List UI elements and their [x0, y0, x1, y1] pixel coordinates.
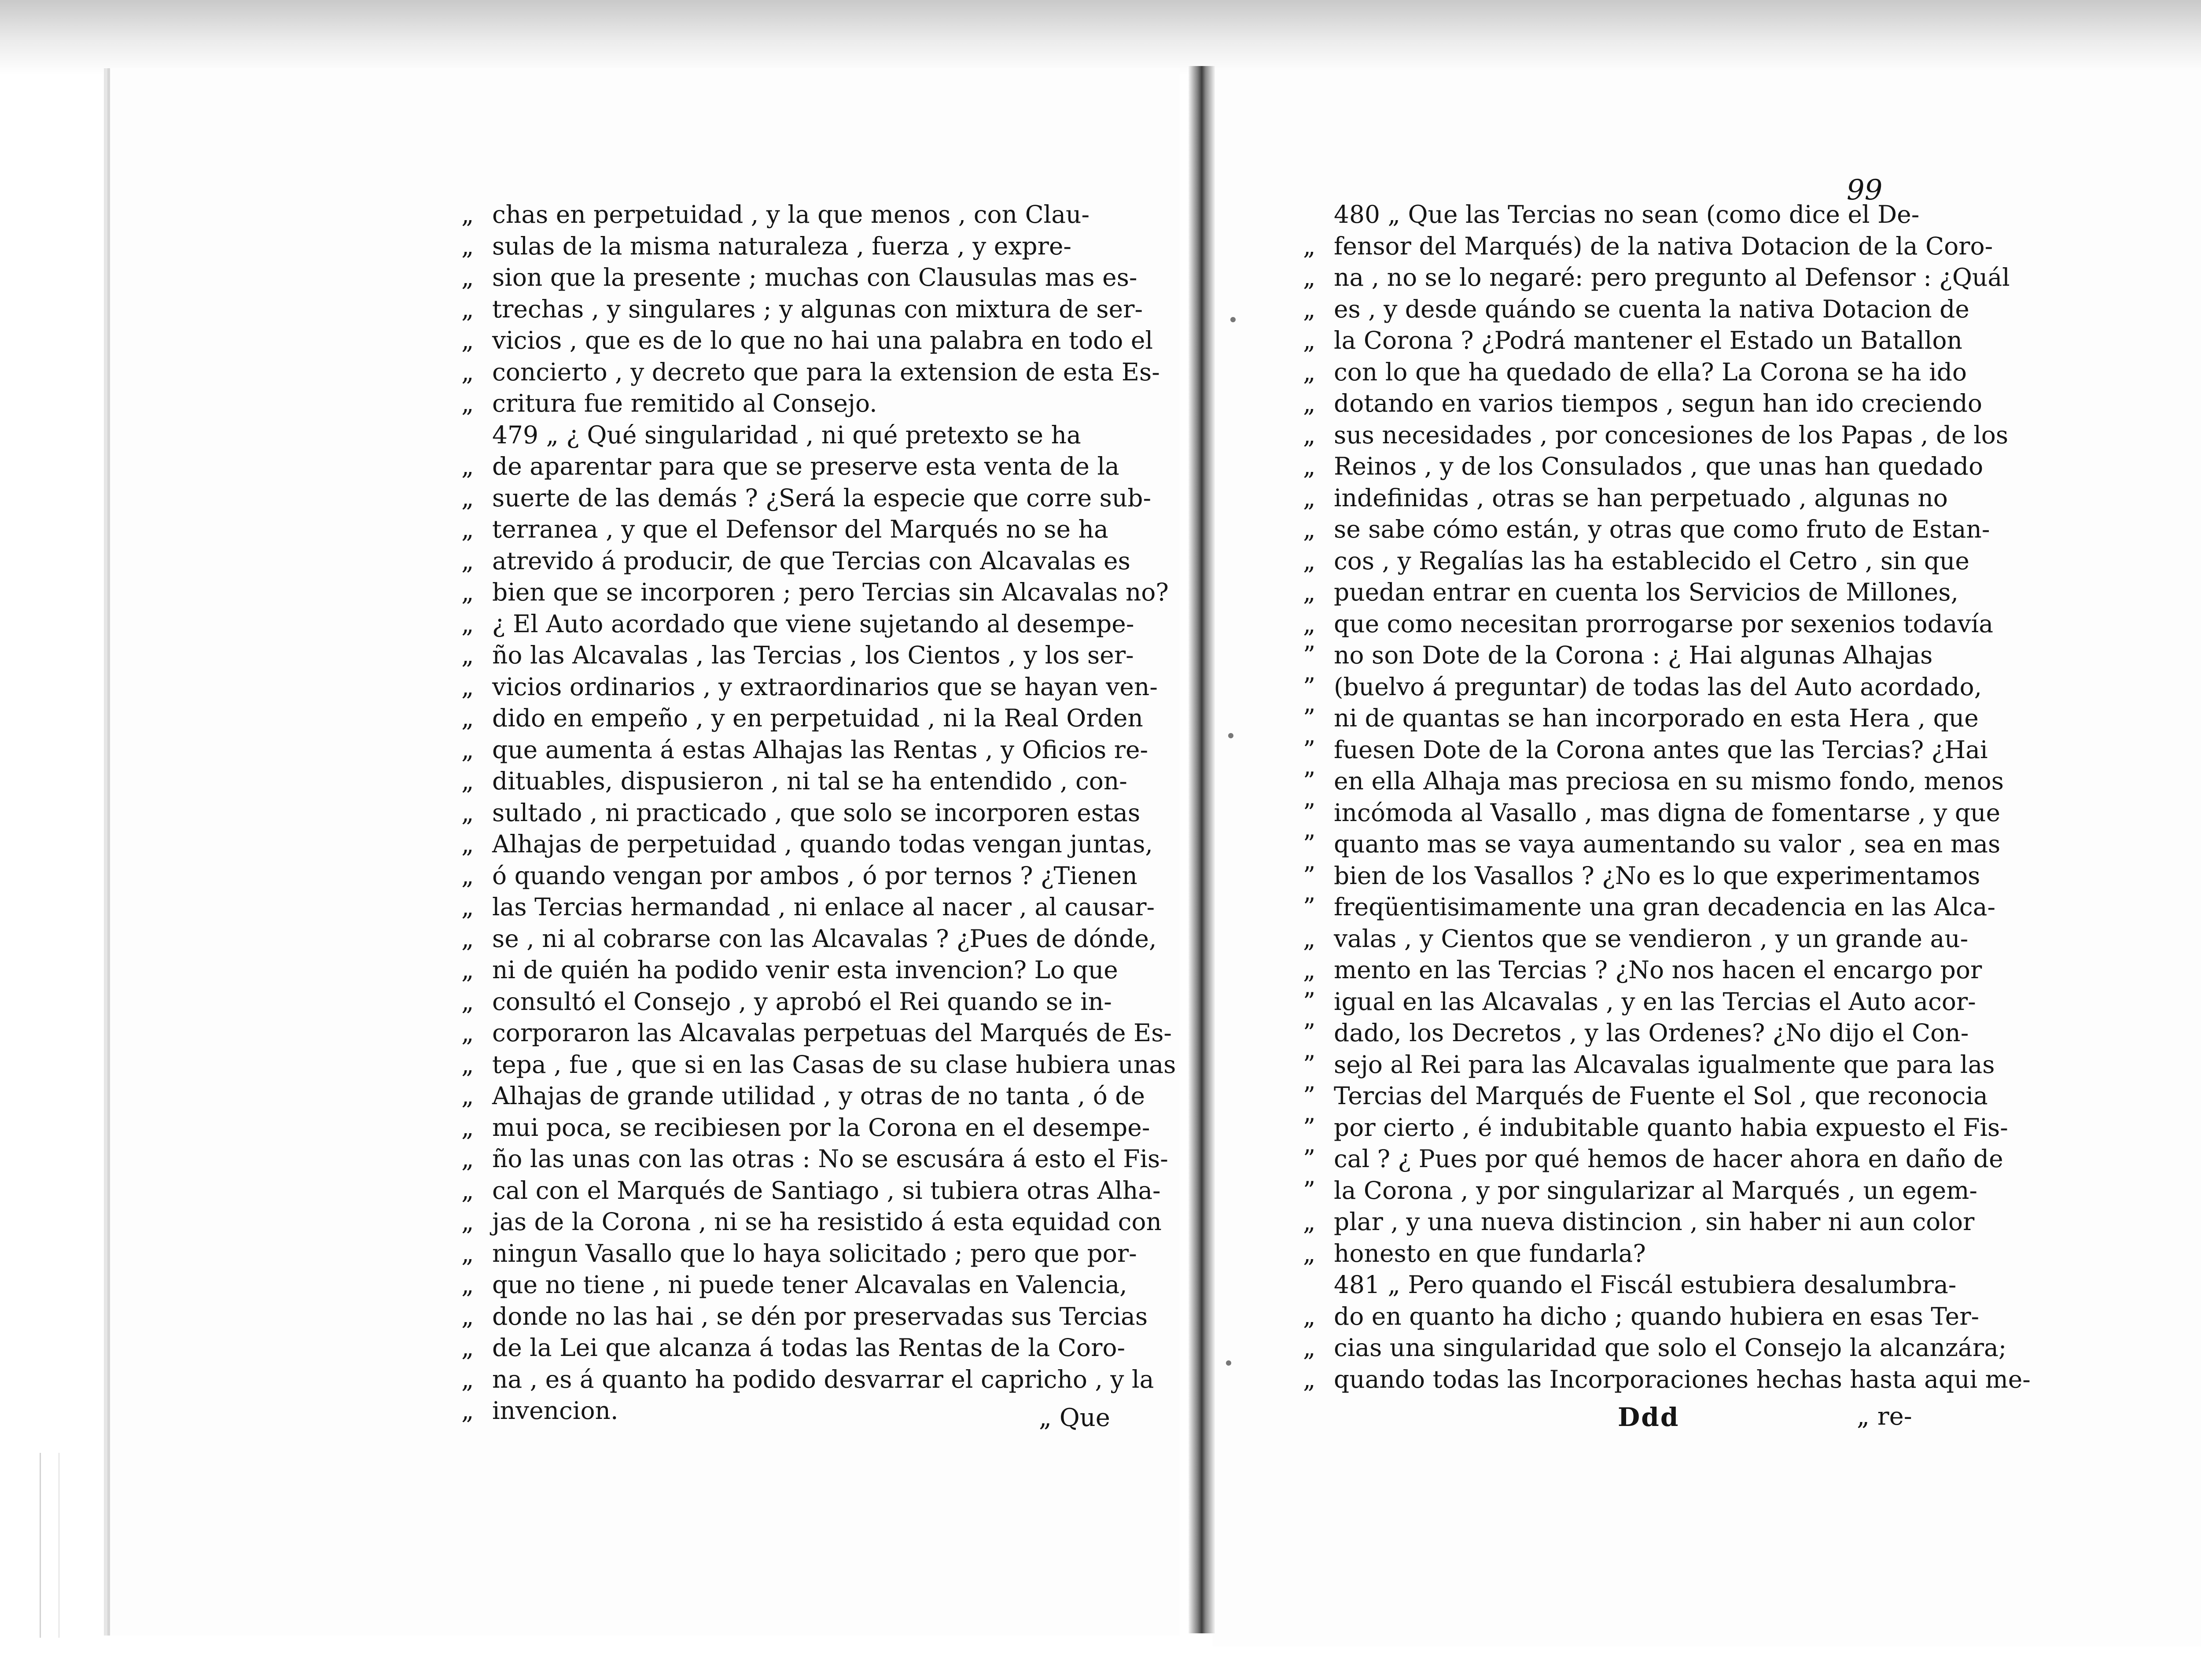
text-line	[1303, 892, 1996, 923]
line-text: bien que se incorporen ; pero Tercias sin Alcavalas no?	[492, 578, 1169, 606]
quote-mark: „	[1303, 452, 1316, 480]
text-line	[1303, 545, 1969, 577]
line-text: sejo al Rei para las Alcavalas igualmente que para las	[1334, 1050, 1995, 1079]
text-line	[461, 860, 1137, 892]
line-text: 479 „ ¿ Qué singularidad , ni qué pretexto se ha	[492, 420, 1081, 449]
quote-mark: ”	[1303, 798, 1316, 827]
text-line	[1303, 1332, 2007, 1364]
text-line	[1303, 357, 1967, 388]
line-text: Alhajas de grande utilidad , y otras de no tanta , ó de	[492, 1082, 1145, 1110]
quote-mark: ”	[1303, 987, 1316, 1016]
quote-mark: ”	[1303, 1176, 1316, 1205]
line-text: cal ? ¿ Pues por qué hemos de hacer ahora en daño de	[1334, 1145, 2003, 1173]
text-line	[1303, 797, 2001, 829]
line-text: sultado , ni practicado , que solo se incorporen estas	[492, 798, 1141, 827]
quote-mark: ”	[1303, 641, 1316, 669]
quote-mark: ”	[1303, 893, 1316, 921]
line-text: cos , y Regalías las ha establecido el Cetro , sin que	[1334, 546, 1969, 575]
quote-mark: „	[1303, 483, 1316, 512]
line-text: trechas , y singulares ; y algunas con mixtura de ser-	[492, 295, 1143, 323]
line-text: dotando en varios tiempos , segun han ido creciendo	[1334, 389, 1982, 417]
line-text: es , y desde quándo se cuenta la nativa Dotacion de	[1334, 295, 1969, 323]
line-text: tepa , fue , que si en las Casas de su clase hubiera unas	[492, 1050, 1176, 1079]
quote-mark: „	[461, 609, 474, 638]
quote-mark: „	[1303, 295, 1316, 323]
quote-mark: „	[1303, 956, 1316, 984]
quote-mark: „	[1303, 232, 1316, 260]
line-text: Tercias del Marqués de Fuente el Sol , que reconocia	[1334, 1082, 1988, 1110]
text-line	[461, 734, 1148, 766]
text-line	[1303, 325, 1962, 357]
quote-mark: „	[1303, 263, 1316, 291]
line-text: freqüentisimamente una gran decadencia en las Alca-	[1334, 893, 1996, 921]
text-line	[1303, 514, 1990, 545]
line-text: no son Dote de la Corona : ¿ Hai algunas Alhajas	[1334, 641, 1933, 669]
line-text: de aparentar para que se preserve esta venta de la	[492, 452, 1119, 480]
text-line	[1303, 640, 1933, 671]
text-line	[1303, 262, 2010, 294]
quote-mark: „	[461, 1271, 474, 1299]
right-catchword: „ re-	[1857, 1402, 1912, 1431]
text-line	[1303, 703, 1979, 734]
line-text: la Corona ? ¿Podrá mantener el Estado un Batallon	[1334, 326, 1962, 354]
quote-mark: „	[461, 389, 474, 417]
stray-mark	[1230, 317, 1236, 322]
line-text: dido en empeño , y en perpetuidad , ni la Real Orden	[492, 704, 1143, 732]
quote-mark: „	[1303, 1365, 1316, 1393]
line-text: chas en perpetuidad , y la que menos , con Clau-	[492, 200, 1090, 228]
quote-mark: „	[1303, 357, 1316, 386]
line-text: ¿ El Auto acordado que viene sujetando al desempe-	[492, 609, 1134, 638]
line-text: na , no se lo negaré: pero pregunto al Defensor : ¿Quál	[1334, 263, 2010, 291]
quote-mark: „	[461, 956, 474, 984]
quote-mark: „	[461, 232, 474, 260]
quote-mark: „	[461, 1050, 474, 1079]
quote-mark: ”	[1303, 672, 1316, 701]
text-line	[461, 703, 1143, 734]
text-line	[461, 388, 1086, 420]
quote-mark: „	[461, 452, 474, 480]
text-line	[461, 1364, 1154, 1396]
line-text: sus necesidades , por concesiones de los Papas , de los	[1334, 420, 2009, 449]
line-text: corporaron las Alcavalas perpetuas del Marqués de Es-	[492, 1019, 1172, 1047]
page-number: 99	[1847, 174, 1883, 206]
stray-mark	[1228, 733, 1233, 738]
line-text: sion que la presente ; muchas con Clausulas mas es-	[492, 263, 1137, 291]
quote-mark: „	[1303, 1302, 1316, 1330]
line-text: invencion.	[492, 1396, 618, 1425]
quote-mark: „	[461, 1082, 474, 1110]
text-line	[461, 1301, 1148, 1333]
text-line	[1303, 1049, 1995, 1081]
text-line	[461, 797, 1141, 829]
line-text: la Corona , y por singularizar al Marqués , un egem-	[1334, 1176, 1977, 1205]
text-line	[1303, 671, 1982, 703]
quote-mark: ”	[1303, 735, 1316, 764]
quote-mark: „	[461, 1302, 474, 1330]
text-line	[1303, 608, 1994, 640]
line-text: incómoda al Vasallo , mas digna de fomentarse , y que	[1334, 798, 2001, 827]
quote-mark: „	[461, 672, 474, 701]
quote-mark: „	[1303, 326, 1316, 354]
line-text: indefinidas , otras se han perpetuado , algunas no	[1334, 483, 1948, 512]
text-line	[461, 451, 1119, 483]
line-text: se sabe cómo están, y otras que como fruto de Estan-	[1334, 515, 1990, 543]
quote-mark: ”	[1303, 830, 1316, 858]
line-text: ó quando vengan por ambos , ó por ternos ? ¿Tienen	[492, 861, 1137, 890]
text-line	[461, 325, 1153, 357]
stacked-page-edges	[40, 1453, 59, 1638]
line-text: jas de la Corona , ni se ha resistido á esta equidad con	[492, 1208, 1162, 1236]
text-line	[1303, 1143, 2003, 1175]
quote-mark: „	[1303, 1239, 1316, 1267]
line-text: critura fue remitido al Consejo.	[492, 389, 877, 417]
line-text: 481 „ Pero quando el Fiscál estubiera desalumbra-	[1334, 1271, 1957, 1299]
text-line	[1303, 860, 1980, 892]
text-line	[1303, 734, 1988, 766]
line-text: Alhajas de perpetuidad , quando todas vengan juntas,	[492, 830, 1153, 858]
text-line	[1303, 986, 1976, 1018]
line-text: dado, los Decretos , y las Ordenes? ¿No dijo el Con-	[1334, 1019, 1969, 1047]
text-line	[461, 577, 1169, 608]
quote-mark: „	[461, 1113, 474, 1142]
line-text: que como necesitan prorrogarse por sexenios todavía	[1334, 609, 1994, 638]
left-page-text	[461, 199, 1176, 1427]
text-line	[461, 608, 1134, 640]
line-text: na , es á quanto ha podido desvarrar el capricho , y la	[492, 1365, 1154, 1393]
line-text: concierto , y decreto que para la extension de esta Es-	[492, 357, 1160, 386]
quote-mark: „	[461, 326, 474, 354]
line-text: ño las Alcavalas , las Tercias , los Cientos , y los ser-	[492, 641, 1134, 669]
line-text: cal con el Marqués de Santiago , si tubiera otras Alha-	[492, 1176, 1161, 1205]
quote-mark: „	[461, 704, 474, 732]
line-text: por cierto , é indubitable quanto habia expuesto el Fis-	[1334, 1113, 2008, 1142]
line-text: donde no las hai , se dén por preservadas sus Tercias	[492, 1302, 1148, 1330]
quote-mark: „	[1303, 389, 1316, 417]
line-text: quando todas las Incorporaciones hechas hasta aqui me-	[1334, 1365, 2031, 1393]
text-line	[461, 986, 1112, 1018]
text-line	[1303, 1017, 1969, 1049]
quote-mark: „	[1303, 546, 1316, 575]
quote-mark: „	[461, 1365, 474, 1393]
text-line	[461, 829, 1153, 860]
quote-mark: ”	[1303, 861, 1316, 890]
text-line	[461, 231, 1086, 262]
line-text: bien de los Vasallos ? ¿No es lo que experimentamos	[1334, 861, 1980, 890]
text-line	[461, 545, 1130, 577]
text-line	[461, 1017, 1172, 1049]
text-line	[461, 262, 1137, 294]
text-line	[461, 483, 1152, 514]
text-line	[461, 1238, 1137, 1270]
quote-mark: „	[461, 546, 474, 575]
line-text: que no tiene , ni puede tener Alcavalas en Valencia,	[492, 1271, 1127, 1299]
quote-mark: „	[461, 357, 474, 386]
scanner-shadow	[0, 0, 2201, 75]
text-line	[1303, 1301, 1980, 1333]
quote-mark: „	[461, 735, 474, 764]
text-line	[1303, 199, 1920, 231]
line-text: plar , y una nueva distincion , sin haber ni aun color	[1334, 1208, 1975, 1236]
quote-mark: „	[461, 798, 474, 827]
line-text: mui poca, se recibiesen por la Corona en el desempe-	[492, 1113, 1150, 1142]
quote-mark: „	[1303, 924, 1316, 953]
text-line	[1303, 1206, 1975, 1238]
text-line	[1303, 923, 1969, 955]
quote-mark: ”	[1303, 1145, 1316, 1173]
text-line	[461, 923, 1157, 955]
line-text: ño las unas con las otras : No se escusára á esto el Fis-	[492, 1145, 1168, 1173]
text-line	[461, 1269, 1127, 1301]
line-text: se , ni al cobrarse con las Alcavalas ? ¿Pues de dónde,	[492, 924, 1157, 953]
line-text: las Tercias hermandad , ni enlace al nacer , al causar-	[492, 893, 1155, 921]
text-line	[461, 892, 1155, 923]
quote-mark: „	[461, 1239, 474, 1267]
quote-mark: „	[461, 1396, 474, 1425]
quote-mark: „	[461, 830, 474, 858]
text-line	[1303, 829, 2001, 860]
line-text: atrevido á producir, de que Tercias con Alcavalas es	[492, 546, 1130, 575]
line-text: (buelvo á preguntar) de todas las del Auto acordado,	[1334, 672, 1982, 701]
quote-mark: „	[1303, 609, 1316, 638]
text-line	[461, 766, 1127, 797]
text-line	[1303, 1364, 2031, 1396]
text-line	[1303, 577, 1958, 608]
text-line	[461, 420, 1086, 451]
line-text: 480 „ Que las Tercias no sean (como dice el De-	[1334, 200, 1920, 228]
text-line	[1303, 1080, 1988, 1112]
text-line	[461, 954, 1118, 986]
quote-mark: „	[461, 200, 474, 228]
line-text: de la Lei que alcanza á todas las Rentas de la Coro-	[492, 1334, 1126, 1362]
text-line	[1303, 1175, 1977, 1207]
quote-mark: „	[461, 295, 474, 323]
line-text: vicios , que es de lo que no hai una palabra en todo el	[492, 326, 1153, 354]
line-text: ni de quantas se han incorporado en esta Hera , que	[1334, 704, 1979, 732]
text-line	[461, 1332, 1126, 1364]
text-line	[461, 199, 1090, 231]
signature-mark: Ddd	[1618, 1402, 1680, 1432]
line-text: mento en las Tercias ? ¿No nos hacen el encargo por	[1334, 956, 1982, 984]
line-text: honesto en que fundarla?	[1334, 1239, 1646, 1267]
line-text: puedan entrar en cuenta los Servicios de Millones,	[1334, 578, 1958, 606]
text-line	[461, 640, 1134, 671]
text-line	[461, 1080, 1145, 1112]
text-line	[1303, 231, 1993, 262]
line-text: vicios ordinarios , y extraordinarios que se hayan ven-	[492, 672, 1158, 701]
text-line	[461, 1049, 1176, 1081]
quote-mark: „	[461, 767, 474, 795]
line-text: consultó el Consejo , y aprobó el Rei quando se in-	[492, 987, 1112, 1016]
line-text: con lo que ha quedado de ella? La Corona se ha ido	[1334, 357, 1967, 386]
quote-mark: ”	[1303, 1019, 1316, 1047]
quote-mark: „	[461, 1019, 474, 1047]
line-text: igual en las Alcavalas , y en las Tercias el Auto acor-	[1334, 987, 1976, 1016]
quote-mark: „	[461, 893, 474, 921]
book-gutter	[1189, 66, 1215, 1633]
quote-mark: „	[461, 861, 474, 890]
quote-mark: ”	[1303, 704, 1316, 732]
line-text: ningun Vasallo que lo haya solicitado ; pero que por-	[492, 1239, 1137, 1267]
left-catchword: „ Que	[1039, 1404, 1110, 1432]
quote-mark: „	[461, 515, 474, 543]
text-line	[1303, 388, 1982, 420]
text-line	[461, 1143, 1168, 1175]
right-page-text	[1303, 199, 2031, 1395]
quote-mark: „	[461, 578, 474, 606]
text-line	[461, 514, 1108, 545]
line-text: dituables, dispusieron , ni tal se ha entendido , con-	[492, 767, 1127, 795]
text-line	[1303, 451, 1984, 483]
text-line	[1303, 954, 1982, 986]
quote-mark: „	[461, 987, 474, 1016]
text-line	[461, 1206, 1162, 1238]
line-text: do en quanto ha dicho ; quando hubiera en esas Ter-	[1334, 1302, 1980, 1330]
quote-mark: „	[1303, 1334, 1316, 1362]
line-text: valas , y Cientos que se vendieron , y un grande au-	[1334, 924, 1969, 953]
line-text: suerte de las demás ? ¿Será la especie que corre sub-	[492, 483, 1152, 512]
quote-mark: „	[1303, 1208, 1316, 1236]
stray-mark	[1226, 1360, 1231, 1366]
text-line	[1303, 420, 2009, 451]
quote-mark: „	[1303, 578, 1316, 606]
line-text: fuesen Dote de la Corona antes que las Tercias? ¿Hai	[1334, 735, 1988, 764]
text-line	[461, 671, 1158, 703]
quote-mark: „	[461, 641, 474, 669]
quote-mark: „	[461, 1145, 474, 1173]
text-line	[461, 357, 1160, 388]
text-line	[1303, 483, 1948, 514]
line-text: Reinos , y de los Consulados , que unas han quedado	[1334, 452, 1984, 480]
quote-mark: ”	[1303, 1050, 1316, 1079]
text-line	[461, 1395, 1086, 1427]
quote-mark: „	[461, 1176, 474, 1205]
quote-mark: ”	[1303, 1113, 1316, 1142]
line-text: fensor del Marqués) de la nativa Dotacion de la Coro-	[1334, 232, 1993, 260]
quote-mark: „	[1303, 515, 1316, 543]
line-text: sulas de la misma naturaleza , fuerza , y expre-	[492, 232, 1071, 260]
line-text: quanto mas se vaya aumentando su valor , sea en mas	[1334, 830, 2001, 858]
text-line	[1303, 1269, 1957, 1301]
line-text: que aumenta á estas Alhajas las Rentas , y Oficios re-	[492, 735, 1148, 764]
quote-mark: „	[461, 1334, 474, 1362]
line-text: en ella Alhaja mas preciosa en su mismo fondo, menos	[1334, 767, 2004, 795]
quote-mark: ”	[1303, 767, 1316, 795]
line-text: ni de quién ha podido venir esta invencion? Lo que	[492, 956, 1118, 984]
quote-mark: „	[461, 263, 474, 291]
quote-mark: ”	[1303, 1082, 1316, 1110]
text-line	[461, 1112, 1150, 1144]
text-line	[1303, 294, 1969, 325]
text-line	[1303, 1112, 2008, 1144]
quote-mark: „	[461, 924, 474, 953]
line-text: cias una singularidad que solo el Consejo la alcanzára;	[1334, 1334, 2007, 1362]
quote-mark: „	[1303, 420, 1316, 449]
text-line	[461, 294, 1143, 325]
text-line	[1303, 1238, 1904, 1270]
text-line	[461, 1175, 1161, 1207]
quote-mark: „	[461, 1208, 474, 1236]
line-text: terranea , y que el Defensor del Marqués no se ha	[492, 515, 1108, 543]
text-line	[1303, 766, 2004, 797]
quote-mark: „	[461, 483, 474, 512]
